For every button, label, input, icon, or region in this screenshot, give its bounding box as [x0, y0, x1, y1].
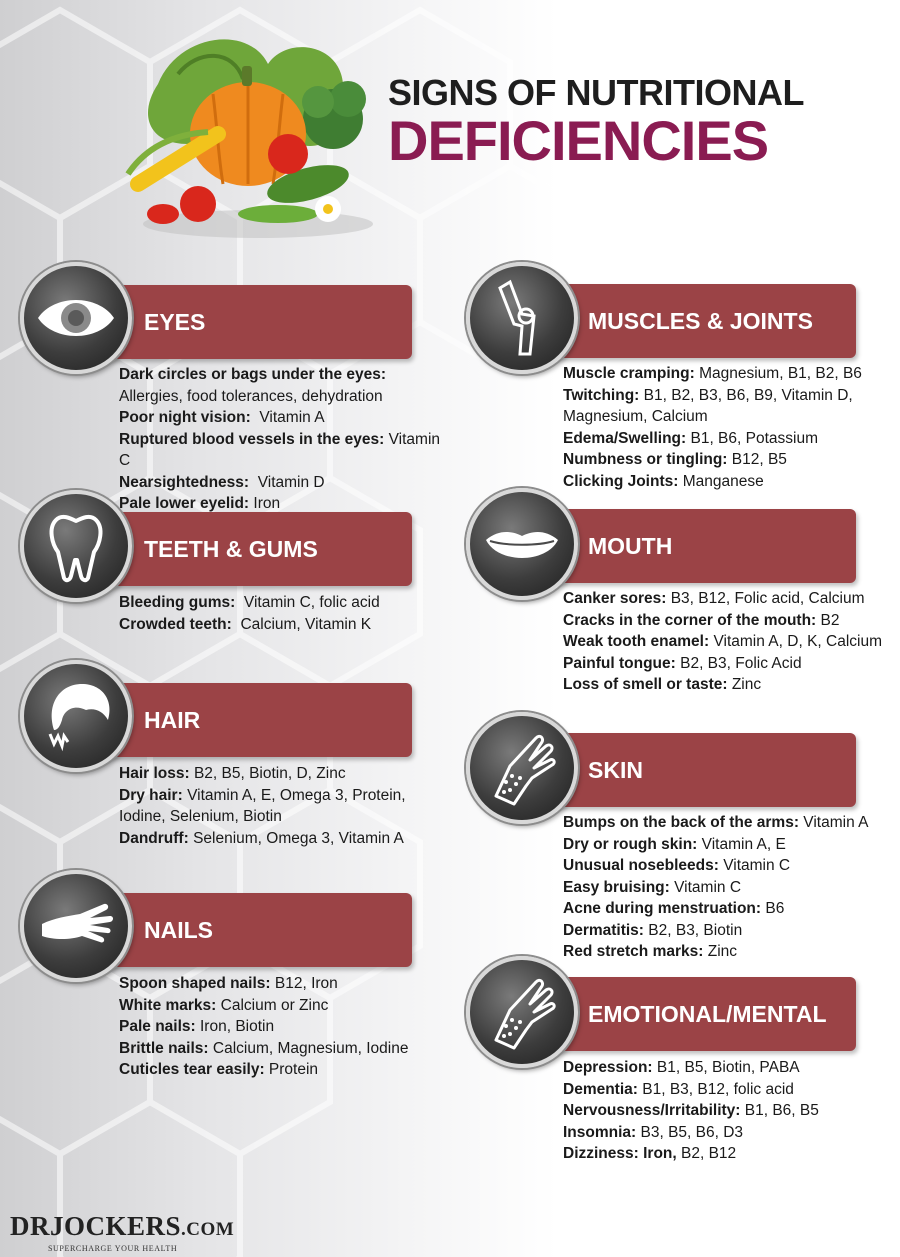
- list-item: Poor night vision: Vitamin A: [119, 409, 325, 426]
- eye-icon: [20, 262, 132, 374]
- list-item: Numbness or tingling: B12, B5: [563, 451, 787, 468]
- page-title: [388, 74, 804, 170]
- list-item: Unusual nosebleeds: Vitamin C: [563, 857, 791, 874]
- list-item: Nervousness/Irritability: B1, B6, B5: [563, 1102, 819, 1119]
- list-item: Bumps on the back of the arms: Vitamin A: [563, 814, 869, 831]
- section-title-hair: HAIR: [144, 707, 201, 733]
- list-skin: [563, 812, 899, 963]
- list-mouth: [563, 588, 893, 696]
- list-item: Dry hair: Vitamin A, E, Omega 3, Protein, Iodine, Selenium, Biotin: [119, 786, 406, 825]
- list-item: Dry or rough skin: Vitamin A, E: [563, 835, 786, 853]
- list-item: Acne during menstruation: B6: [563, 900, 785, 917]
- list-item: Dark circles or bags under the eyes: Allergies, food tolerances, dehydration: [119, 366, 387, 405]
- list-item: Canker sores: B3, B12, Folic acid, Calcium: [563, 590, 865, 607]
- brand-dr: DR: [10, 1211, 50, 1241]
- list-item: Twitching: B1, B2, B3, B6, B9, Vitamin D, Magnesium, Calcium: [563, 386, 853, 425]
- list-hair: [119, 763, 439, 849]
- tooth-icon: [20, 490, 132, 602]
- list-item: Ruptured blood vessels in the eyes: Vitamin C: [119, 430, 441, 469]
- list-item: Easy bruising: Vitamin C: [563, 878, 742, 896]
- section-title-nails: NAILS: [144, 917, 213, 943]
- list-item: Red stretch marks: Zinc: [563, 943, 738, 960]
- title-line-1: SIGNS OF NUTRITIONAL: [388, 72, 804, 113]
- list-item: Brittle nails: Calcium, Magnesium, Iodine: [119, 1039, 409, 1057]
- list-item: Spoon shaped nails: B12, Iron: [119, 975, 338, 992]
- vegetables-illustration: [118, 24, 388, 244]
- list-item: Edema/Swelling: B1, B6, Potassium: [563, 429, 818, 447]
- list-item: Dermatitis: B2, B3, Biotin: [563, 921, 743, 939]
- list-item: Cuticles tear easily: Protein: [119, 1061, 319, 1078]
- list-item: Loss of smell or taste: Zinc: [563, 676, 762, 693]
- list-teeth: [119, 592, 449, 635]
- list-item: Dementia: B1, B3, B12, folic acid: [563, 1080, 794, 1098]
- section-title-eyes: EYES: [144, 309, 206, 335]
- list-muscles: [563, 363, 893, 492]
- list-item: Pale lower eyelid: Iron: [119, 495, 281, 512]
- knee-joint-icon: [466, 262, 578, 374]
- list-item: Depression: B1, B5, Biotin, PABA: [563, 1059, 800, 1076]
- list-item: Nearsightedness: Vitamin D: [119, 473, 325, 491]
- list-item: Clicking Joints: Manganese: [563, 472, 764, 490]
- list-item: White marks: Calcium or Zinc: [119, 996, 329, 1014]
- skin-hand-icon: [466, 712, 578, 824]
- list-item: Pale nails: Iron, Biotin: [119, 1018, 275, 1035]
- list-eyes: [119, 364, 449, 515]
- list-item: Dizziness: Iron, B2, B12: [563, 1145, 737, 1162]
- lips-icon: [466, 488, 578, 600]
- list-item: Weak tooth enamel: Vitamin A, D, K, Calcium: [563, 633, 883, 650]
- title-line-2: DEFICIENCIES: [388, 109, 769, 172]
- hair-icon: [20, 660, 132, 772]
- section-title-skin: SKIN: [588, 757, 643, 783]
- list-item: Hair loss: B2, B5, Biotin, D, Zinc: [119, 765, 346, 782]
- hand-icon: [20, 870, 132, 982]
- brand-tagline: SUPERCHARGE YOUR HEALTH: [48, 1244, 178, 1253]
- list-emotional: [563, 1057, 893, 1165]
- list-item: Insomnia: B3, B5, B6, D3: [563, 1123, 744, 1141]
- list-item: Painful tongue: B2, B3, Folic Acid: [563, 654, 802, 672]
- skin-hand-icon: [466, 956, 578, 1068]
- list-nails: [119, 973, 449, 1081]
- list-item: Cracks in the corner of the mouth: B2: [563, 611, 840, 629]
- brand-tld: .COM: [181, 1219, 235, 1240]
- list-item: Crowded teeth: Calcium, Vitamin K: [119, 615, 372, 633]
- list-item: Muscle cramping: Magnesium, B1, B2, B6: [563, 365, 862, 382]
- section-title-emotional: EMOTIONAL/MENTAL: [588, 1001, 827, 1027]
- list-item: Bleeding gums: Vitamin C, folic acid: [119, 594, 380, 611]
- list-item: Dandruff: Selenium, Omega 3, Vitamin A: [119, 829, 404, 847]
- section-title-muscles: MUSCLES & JOINTS: [588, 308, 813, 334]
- brand-logo: [10, 1212, 234, 1253]
- brand-jockers: JOCKERS: [50, 1211, 182, 1241]
- section-title-teeth: TEETH & GUMS: [144, 536, 318, 562]
- section-title-mouth: MOUTH: [588, 533, 673, 559]
